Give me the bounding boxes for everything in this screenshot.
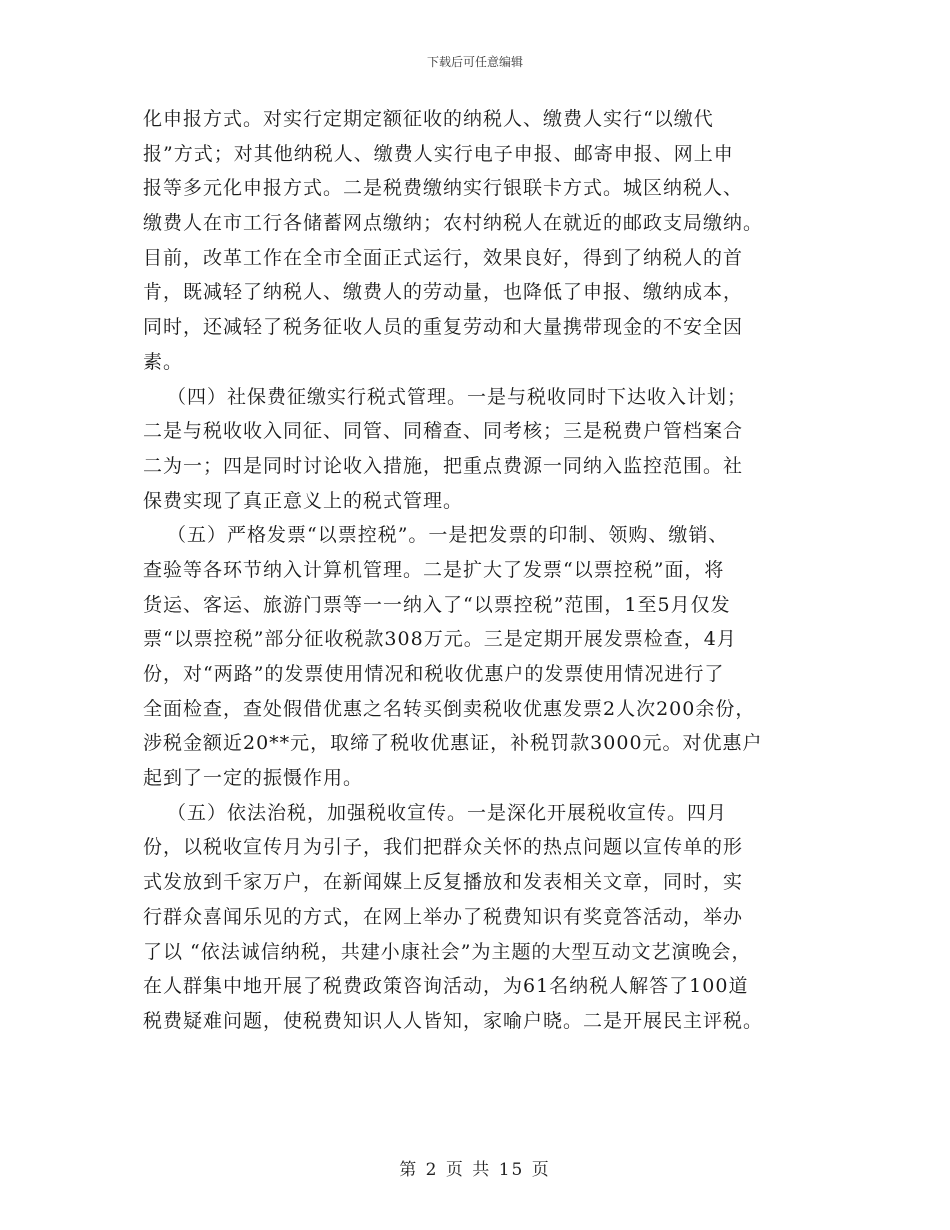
text-line: 份，以税收宣传月为引子，我们把群众关怀的热点问题以宣传单的形 [143, 836, 744, 859]
text-line: （四）社保费征缴实行税式管理。一是与税收同时下达收入计划； [167, 385, 748, 408]
text-line: 素。 [143, 350, 184, 373]
text-line: 同时，还减轻了税务征收人员的重复劳动和大量携带现金的不安全因 [143, 316, 744, 339]
text-line: 目前，改革工作在全市全面正式运行，效果良好，得到了纳税人的首 [143, 246, 744, 269]
text-line: 报”方式；对其他纳税人、缴费人实行电子申报、邮寄申报、网上申 [143, 142, 734, 165]
page-footer: 第 2 页 共 15 页 [399, 1160, 551, 1180]
text-line: 在人群集中地开展了税费政策咨询活动，为61名纳税人解答了100道 [143, 975, 749, 998]
text-line: 份，对“两路”的发票使用情况和税收优惠户的发票使用情况进行了 [143, 663, 725, 685]
text-line: 查验等各环节纳入计算机管理。二是扩大了发票“以票控税”面，将 [143, 558, 725, 581]
text-line: 化申报方式。对实行定期定额征收的纳税人、缴费人实行“以缴代 [143, 108, 714, 130]
text-line: 票“以票控税”部分征收税款308万元。三是定期开展发票检查，4月 [143, 628, 737, 651]
text-line: （五）严格发票“以票控税”。一是把发票的印制、领购、缴销、 [167, 524, 729, 547]
text-line: 报等多元化申报方式。二是税费缴纳实行银联卡方式。城区纳税人、 [143, 177, 744, 200]
document-body [143, 102, 823, 1039]
text-line: 了以 “依法诚信纳税，共建小康社会”为主题的大型互动文艺演晚会， [143, 940, 752, 963]
text-line: 二是与税收收入同征、同管、同稽查、同考核；三是税费户管档案合 [143, 420, 744, 443]
page-header: 下载后可任意编辑 [426, 55, 523, 69]
text-line: 涉税金额近20**元，取缔了税收优惠证，补税罚款3000元。对优惠户 [143, 732, 763, 755]
text-line: （五）依法治税，加强税收宣传。一是深化开展税收宣传。四月 [167, 801, 728, 824]
text-line: 起到了一定的振慑作用。 [143, 767, 364, 790]
text-line: 肯，既减轻了纳税人、缴费人的劳动量，也降低了申报、缴纳成本， [143, 281, 744, 304]
text-line: 全面检查，查处假借优惠之名转买倒卖税收优惠发票2人次200余份， [143, 697, 756, 720]
text-line: 行群众喜闻乐见的方式，在网上举办了税费知识有奖竟答活动，举办 [143, 905, 744, 928]
text-line: 二为一；四是同时讨论收入措施，把重点费源一同纳入监控范围。社 [143, 454, 744, 477]
text-line: 税费疑难问题，使税费知识人人皆知，家喻户晓。二是开展民主评税。 [143, 1009, 764, 1032]
text-line: 式发放到千家万户，在新闻媒上反复播放和发表相关文章，同时，实 [143, 871, 744, 894]
text-line: 货运、客运、旅游门票等一一纳入了“以票控税”范围，1至5月仅发 [143, 593, 731, 616]
text-line: 缴费人在市工行各储蓄网点缴纳；农村纳税人在就近的邮政支局缴纳。 [143, 212, 764, 235]
text-line: 保费实现了真正意义上的税式管理。 [143, 489, 464, 512]
